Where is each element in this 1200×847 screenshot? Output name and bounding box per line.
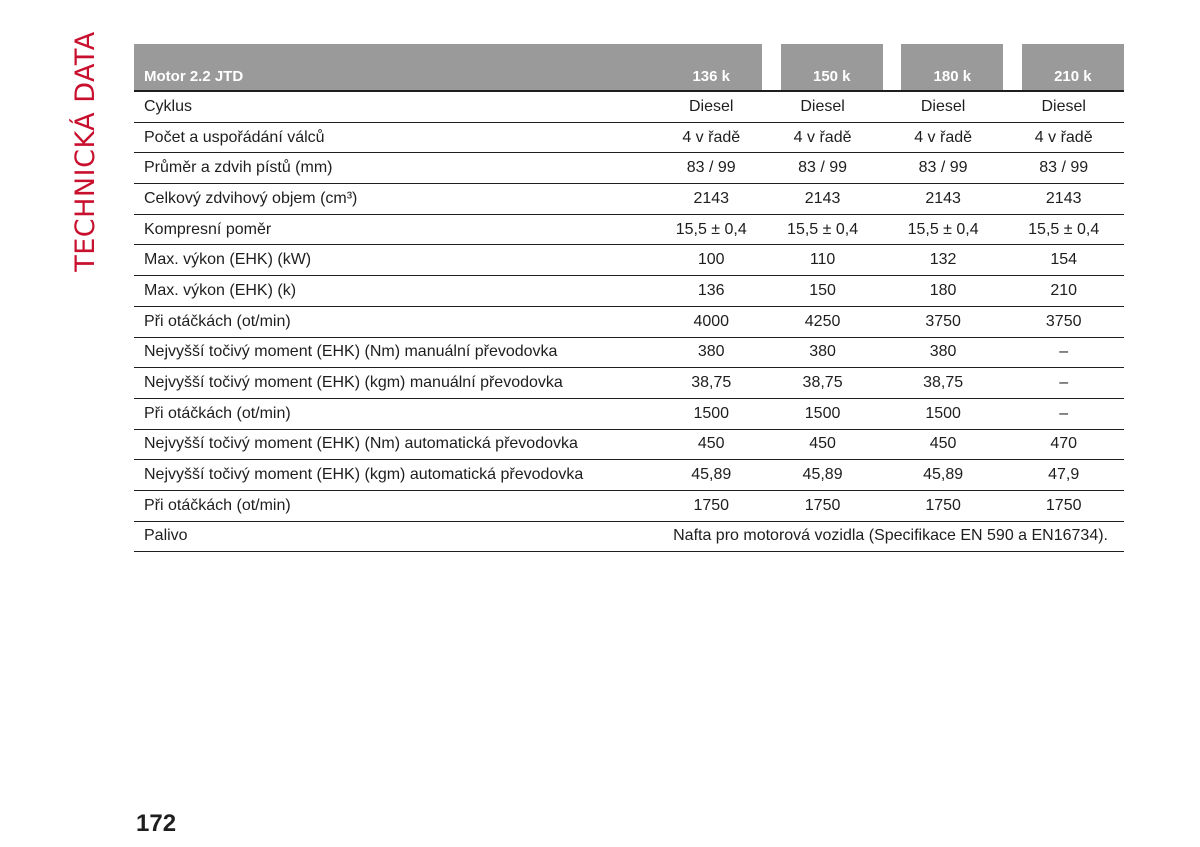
row-label: Celkový zdvihový objem (cm³) (134, 184, 660, 215)
row-value: 4250 (762, 307, 883, 338)
row-value: 45,89 (883, 460, 1004, 491)
row-value: 150 (762, 276, 883, 307)
row-value: 1500 (762, 399, 883, 430)
header-column-150: 150 k (781, 44, 883, 92)
row-value: 38,75 (883, 368, 1004, 399)
row-value: 4000 (660, 307, 762, 338)
row-label: Průměr a zdvih pístů (mm) (134, 153, 660, 184)
table-row (134, 184, 1124, 215)
row-value: 2143 (660, 184, 762, 215)
table-row (134, 276, 1124, 307)
row-value: 4 v řadě (883, 123, 1004, 154)
row-value: 83 / 99 (762, 153, 883, 184)
row-value: 15,5 ± 0,4 (762, 215, 883, 246)
table-row (134, 215, 1124, 246)
row-value: 470 (1003, 430, 1124, 461)
row-value: 1750 (762, 491, 883, 522)
table-row (134, 368, 1124, 399)
row-value: 1750 (1003, 491, 1124, 522)
row-value: 450 (660, 430, 762, 461)
row-label: Při otáčkách (ot/min) (134, 491, 660, 522)
row-value: 38,75 (660, 368, 762, 399)
row-value: 136 (660, 276, 762, 307)
row-label: Při otáčkách (ot/min) (134, 307, 660, 338)
row-value: 3750 (1003, 307, 1124, 338)
table-row (134, 245, 1124, 276)
row-value: 4 v řadě (660, 123, 762, 154)
row-value: Diesel (883, 92, 1004, 123)
row-value: 4 v řadě (762, 123, 883, 154)
header-engine-label: Motor 2.2 JTD (134, 44, 660, 92)
row-label: Max. výkon (EHK) (k) (134, 276, 660, 307)
section-title-text: TECHNICKÁ DATA (69, 30, 101, 272)
row-value: 380 (660, 338, 762, 369)
row-value: Diesel (660, 92, 762, 123)
row-value: 38,75 (762, 368, 883, 399)
row-value: 15,5 ± 0,4 (1003, 215, 1124, 246)
row-value: 180 (883, 276, 1004, 307)
row-label: Při otáčkách (ot/min) (134, 399, 660, 430)
row-value: – (1003, 338, 1124, 369)
row-value: 4 v řadě (1003, 123, 1124, 154)
row-value: 1750 (660, 491, 762, 522)
row-label: Max. výkon (EHK) (kW) (134, 245, 660, 276)
row-value: 380 (883, 338, 1004, 369)
header-gap (1003, 44, 1021, 92)
row-value: 380 (762, 338, 883, 369)
page-number: 172 (136, 810, 177, 837)
row-label: Nejvyšší točivý moment (EHK) (Nm) manuální převodovka (134, 338, 660, 369)
table-row (134, 338, 1124, 369)
row-value: 2143 (1003, 184, 1124, 215)
row-value: 45,89 (660, 460, 762, 491)
table-row (134, 123, 1124, 154)
row-label: Nejvyšší točivý moment (EHK) (kgm) automatická převodovka (134, 460, 660, 491)
row-label: Nejvyšší točivý moment (EHK) (Nm) automatická převodovka (134, 430, 660, 461)
row-value: – (1003, 399, 1124, 430)
row-label: Cyklus (134, 92, 660, 123)
table-row (134, 307, 1124, 338)
row-value: 15,5 ± 0,4 (660, 215, 762, 246)
header-gap (762, 44, 780, 92)
table-header-row (134, 44, 1124, 92)
fuel-label: Palivo (134, 522, 660, 553)
header-column-210: 210 k (1022, 44, 1124, 92)
row-value: 47,9 (1003, 460, 1124, 491)
table-row (134, 92, 1124, 123)
row-value: 1500 (660, 399, 762, 430)
row-value: Diesel (1003, 92, 1124, 123)
engine-spec-table (134, 44, 1124, 552)
table-body (134, 92, 1124, 552)
row-value: 1750 (883, 491, 1004, 522)
row-value: 83 / 99 (660, 153, 762, 184)
header-gap (883, 44, 901, 92)
row-value: – (1003, 368, 1124, 399)
row-label: Nejvyšší točivý moment (EHK) (kgm) manuální převodovka (134, 368, 660, 399)
row-value: 2143 (883, 184, 1004, 215)
row-value: 2143 (762, 184, 883, 215)
table-row (134, 430, 1124, 461)
row-value: 15,5 ± 0,4 (883, 215, 1004, 246)
fuel-value: Nafta pro motorová vozidla (Specifikace EN 590 a EN16734). (660, 522, 1124, 553)
row-label: Počet a uspořádání válců (134, 123, 660, 154)
section-side-title (62, 30, 108, 272)
row-value: 83 / 99 (1003, 153, 1124, 184)
row-value: Diesel (762, 92, 883, 123)
row-value: 83 / 99 (883, 153, 1004, 184)
row-value: 154 (1003, 245, 1124, 276)
table-row (134, 460, 1124, 491)
row-value: 45,89 (762, 460, 883, 491)
row-value: 450 (762, 430, 883, 461)
header-column-180: 180 k (901, 44, 1003, 92)
table-row (134, 153, 1124, 184)
row-value: 3750 (883, 307, 1004, 338)
header-column-136: 136 k (660, 44, 762, 92)
row-value: 132 (883, 245, 1004, 276)
row-label: Kompresní poměr (134, 215, 660, 246)
fuel-row (134, 522, 1124, 553)
row-value: 1500 (883, 399, 1004, 430)
row-value: 110 (762, 245, 883, 276)
table-row (134, 399, 1124, 430)
row-value: 210 (1003, 276, 1124, 307)
table-row (134, 491, 1124, 522)
row-value: 450 (883, 430, 1004, 461)
row-value: 100 (660, 245, 762, 276)
